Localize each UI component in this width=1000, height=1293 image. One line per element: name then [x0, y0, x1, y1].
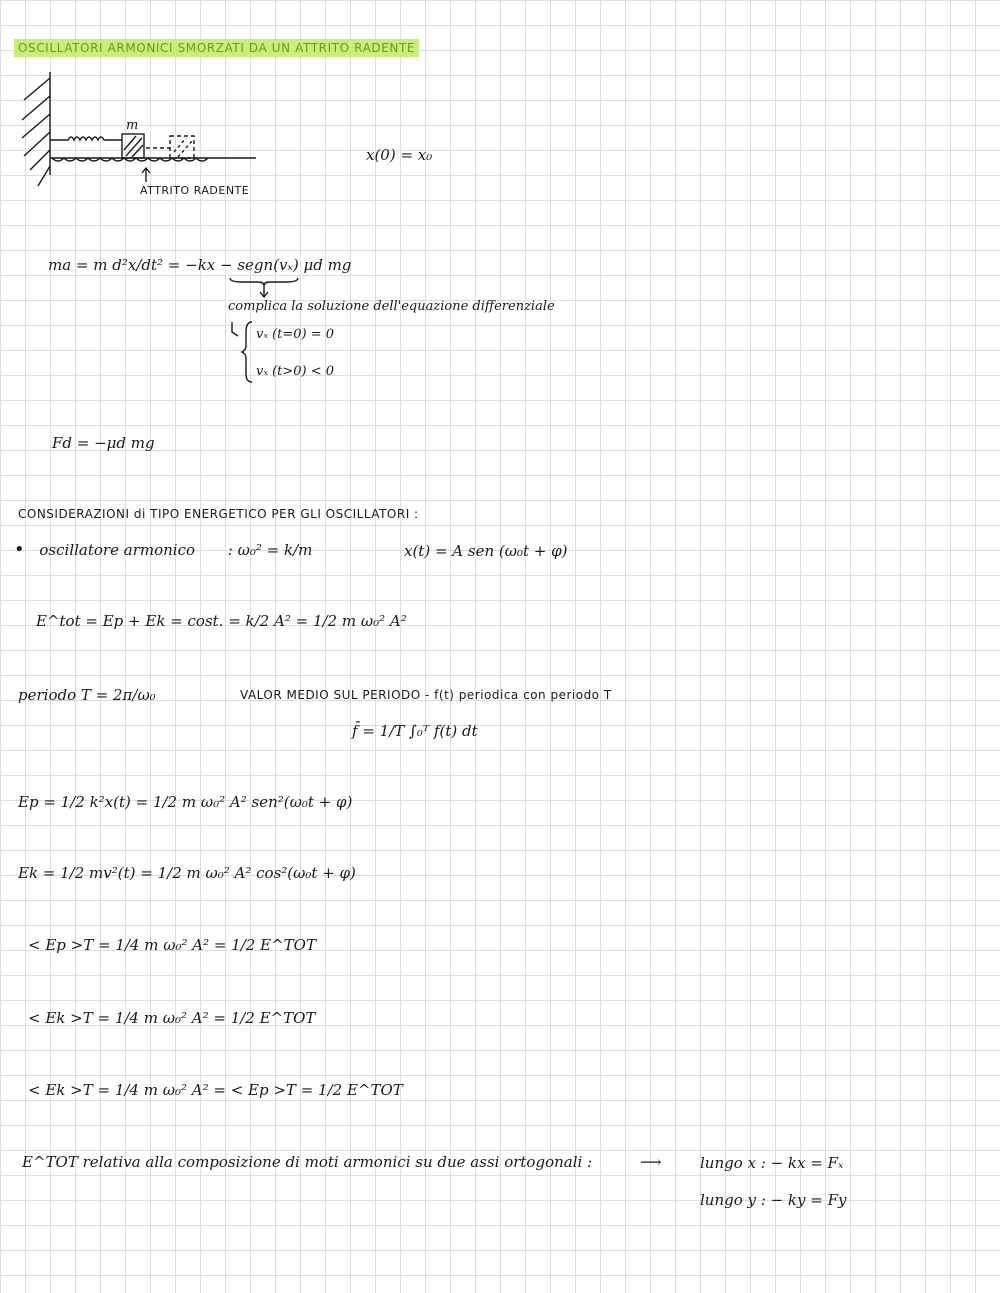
bullet: •: [14, 539, 25, 560]
mass-label: m: [126, 118, 139, 133]
avg-kinetic-2: < Ek >T = 1/4 m ω₀² A² = < Ep >T = 1/2 E^TOT: [28, 1081, 403, 1099]
section-heading: CONSIDERAZIONI di TIPO ENERGETICO PER GLI OSCILLATORI :: [18, 507, 419, 521]
note-text: complica la soluzione dell'equazione differenziale: [228, 299, 555, 314]
total-energy: E^tot = Ep + Ek = cost. = k/2 A² = 1/2 m ω₀² A²: [36, 612, 407, 630]
equation-motion: ma = m d²x/dt² = −kx − segn(vₓ) μd mg: [48, 256, 352, 274]
avg-kinetic: < Ek >T = 1/4 m ω₀² A² = 1/2 E^TOT: [28, 1009, 316, 1027]
avg-potential: < Ep >T = 1/4 m ω₀² A² = 1/2 E^TOT: [28, 936, 316, 954]
omega-formula: : ω₀² = k/m: [227, 541, 313, 559]
friction-force: Fd = −μd mg: [52, 434, 155, 452]
period-formula: periodo T = 2π/ω₀: [18, 686, 156, 704]
arrow-icon: ⟶: [640, 1153, 662, 1171]
case-2: vₓ (t>0) < 0: [256, 364, 335, 379]
oscillator-label: oscillatore armonico: [39, 541, 196, 559]
solution-formula: x(t) = A sen (ω₀t + φ): [404, 542, 568, 560]
friction-label: ATTRITO RADENTE: [140, 184, 250, 197]
mean-formula: f̄ = 1/T ∫₀ᵀ f(t) dt: [352, 722, 478, 740]
potential-energy: Ep = 1/2 k²x(t) = 1/2 m ω₀² A² sen²(ω₀t + φ): [18, 793, 353, 811]
mean-value-text: VALOR MEDIO SUL PERIODO - f(t) periodica con periodo T: [240, 688, 612, 702]
along-y: lungo y : − ky = Fy: [700, 1191, 847, 1209]
initial-condition: x(0) = x₀: [366, 146, 433, 164]
along-x: lungo x : − kx = Fₓ: [700, 1154, 844, 1172]
case-1: vₓ (t=0) = 0: [256, 327, 335, 342]
page-title: OSCILLATORI ARMONICI SMORZATI DA UN ATTRITO RADENTE: [14, 39, 419, 57]
composition-text: E^TOT relativa alla composizione di moti armonici su due assi ortogonali :: [22, 1153, 593, 1171]
kinetic-energy: Ek = 1/2 mv²(t) = 1/2 m ω₀² A² cos²(ω₀t + φ): [18, 864, 356, 882]
